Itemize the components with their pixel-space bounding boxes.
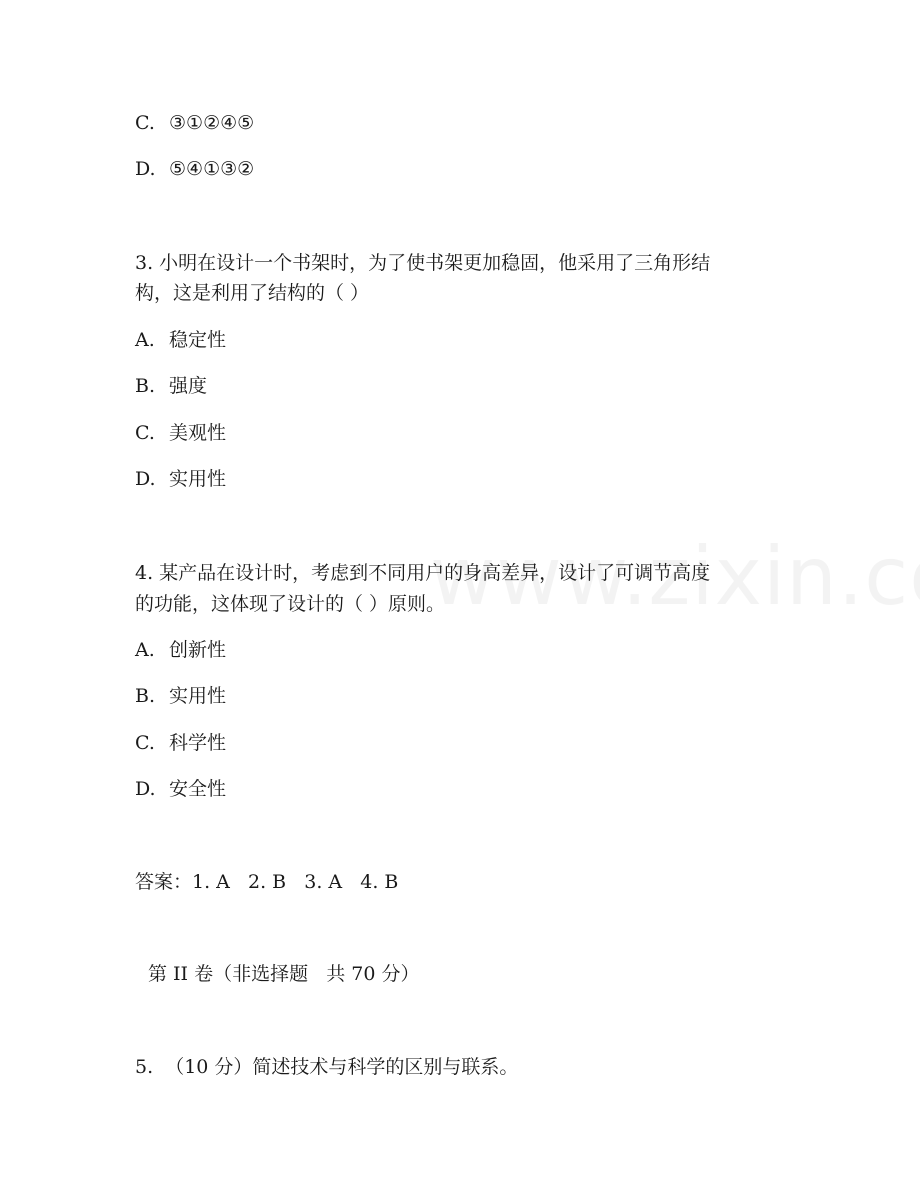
q3-option-c <box>135 424 226 443</box>
option-letter: A. <box>135 639 155 661</box>
q3-option-d <box>135 470 226 489</box>
option-letter: B. <box>135 375 156 397</box>
q3-stem-line2: 构，这是利用了结构的（ ） <box>135 282 370 304</box>
option-letter: A. <box>135 329 155 351</box>
q3-option-a <box>135 331 226 350</box>
q4-option-a <box>135 641 226 660</box>
option-text: 科学性 <box>169 732 227 754</box>
q4-stem-line1: 4. 某产品在设计时，考虑到不同用户的身高差异，设计了可调节高度 <box>135 562 711 584</box>
option-letter: D. <box>135 778 156 800</box>
q4-option-d <box>135 780 226 799</box>
option-text: 实用性 <box>169 468 227 490</box>
q4-option-b <box>135 687 226 706</box>
option-text: 强度 <box>169 375 208 397</box>
option-text: 安全性 <box>169 778 227 800</box>
option-text: ⑤④①③② <box>169 158 255 180</box>
q4-stem-line2: 的功能，这体现了设计的（ ）原则。 <box>135 593 446 615</box>
option-text: 实用性 <box>169 685 227 707</box>
option-letter: D. <box>135 158 156 180</box>
q2-option-c <box>135 114 254 133</box>
section-heading: 第 II 卷（非选择题 共 70 分） <box>148 963 420 985</box>
option-letter: D. <box>135 468 156 490</box>
answer-key: 答案：1. A 2. B 3. A 4. B <box>135 871 399 893</box>
option-text: 创新性 <box>169 639 227 661</box>
option-letter: C. <box>135 112 155 134</box>
option-text: ③①②④⑤ <box>169 112 255 134</box>
option-text: 美观性 <box>169 422 227 444</box>
option-letter: B. <box>135 685 156 707</box>
option-letter: C. <box>135 732 155 754</box>
q4-option-c <box>135 734 226 753</box>
q2-option-d <box>135 160 254 179</box>
option-letter: C. <box>135 422 155 444</box>
q3-option-b <box>135 377 207 396</box>
q3-stem-line1: 3. 小明在设计一个书架时，为了使书架更加稳固，他采用了三角形结 <box>135 252 711 274</box>
option-text: 稳定性 <box>169 329 227 351</box>
q5-stem: 5. （10 分）简述技术与科学的区别与联系。 <box>135 1056 519 1078</box>
